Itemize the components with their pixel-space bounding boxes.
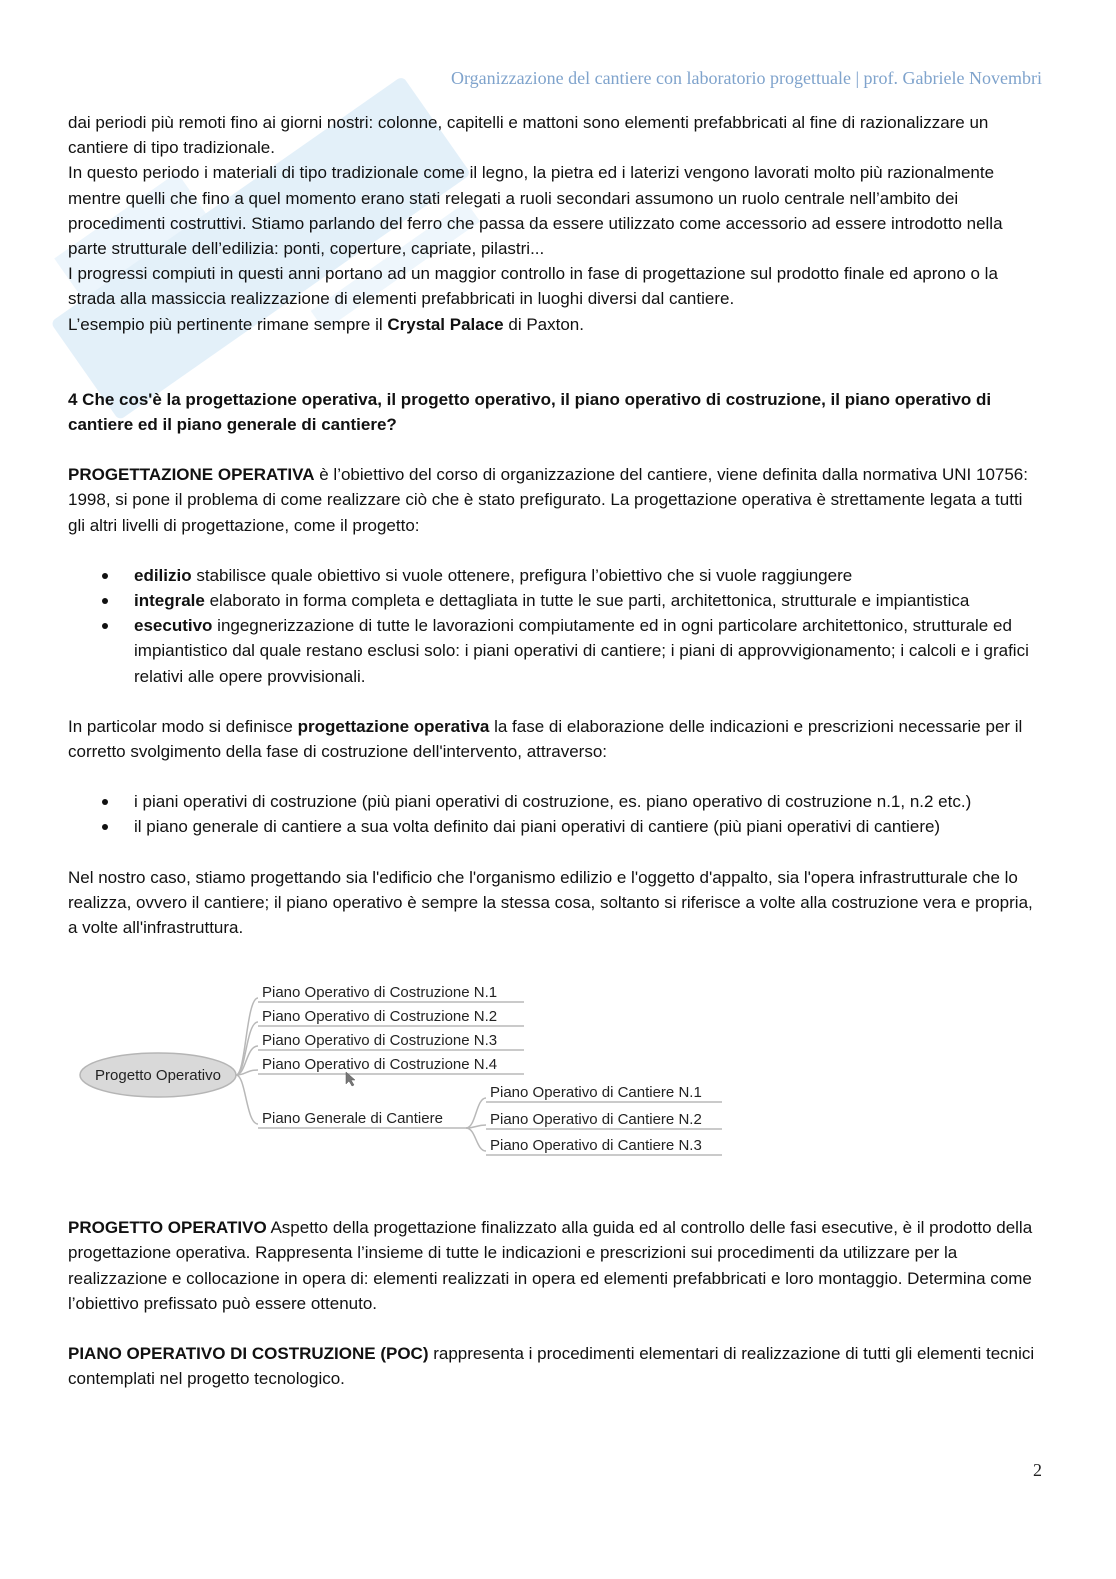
progetto-operativo-paragraph: PROGETTO OPERATIVO Aspetto della progettazione finalizzato alla guida ed al controllo delle fasi esecutive, è il prodotto della progettazione operativa. Rappresenta l’insieme di tutte le indicazioni e prescrizioni sui procedimenti da utilizzare per la realizzazione e collocazione in opera di: elementi realizzati in opera ed elementi prefabbricati e loro montaggio. Determina come l’obiettivo prefissato può essere ottenuto. bbox=[68, 1218, 1033, 1313]
cantiere-node-2: Piano Operativo di Cantiere N.2 bbox=[490, 1111, 702, 1129]
running-header: Organizzazione del cantiere con laboratorio progettuale | prof. Gabriele Novembri bbox=[450, 68, 1042, 88]
list-item: integrale elaborato in forma completa e dettagliata in tutte le sue parti, architettonica, strutturale e impiantistica bbox=[68, 588, 1044, 613]
progettazione-paragraph: PROGETTAZIONE OPERATIVA è l’obiettivo del corso di organizzazione del cantiere, viene definita dalla normativa UNI 10756: 1998, si pone il problema di come realizzare ciò che è stato prefigurato. La progettazione operativa è strettamente legata a tutti gli altri livelli di progettazione, come il progetto: bbox=[68, 465, 1028, 535]
question-heading: 4 Che cos'è la progettazione operativa, il progetto operativo, il piano operativo di costruzione, il piano operativo di cantiere ed il piano generale di cantiere? bbox=[68, 389, 992, 435]
list-item: i piani operativi di costruzione (più piani operativi di costruzione, es. piano operativo di costruzione n.1, n.2 etc.) bbox=[68, 789, 1044, 814]
generale-node: Piano Generale di Cantiere bbox=[262, 1110, 443, 1128]
list-item: edilizio stabilisce quale obiettivo si vuole ottenere, prefigura l’obiettivo che si vuole raggiungere bbox=[68, 563, 1044, 588]
nostro-caso-paragraph: Nel nostro caso, stiamo progettando sia l'edificio che l'organismo edilizio e l'oggetto d'appalto, sia l'opera infrastrutturale che lo realizza, ovvero il cantiere; il piano operativo è sempre la stessa cosa, soltanto si riferisce a volte alla costruzione vera e propria, a volte all'infrastruttura. bbox=[68, 867, 1033, 938]
piani-list bbox=[68, 789, 1044, 839]
project-levels-list bbox=[68, 563, 1044, 689]
progettazione-term: PROGETTAZIONE OPERATIVA bbox=[68, 465, 315, 485]
intro-paragraph-1: dai periodi più remoti fino ai giorni nostri: colonne, capitelli e mattoni sono elementi prefabbricati al fine di razionalizzare un cantiere di tipo tradizionale. bbox=[68, 113, 989, 158]
intro-example: L’esempio più pertinente rimane sempre il Crystal Palace di Paxton. bbox=[68, 314, 584, 334]
intro-paragraph-2: In questo periodo i materiali di tipo tradizionale come il legno, la pietra ed i laterizi vengono lavorati molto più razionalmente mentre quelli che fino a quel momento erano stati relegati a ruoli secondari assumono un ruolo centrale nell’ambito dei procedimenti costruttivi. Stiamo parlando del ferro che passa da essere utilizzato come accessorio ad essere introdotto nella parte strutturale dell’edilizia: ponti, coperture, capriate, pilastri... bbox=[68, 163, 1003, 259]
cantiere-node-3: Piano Operativo di Cantiere N.3 bbox=[490, 1137, 702, 1155]
particolare-paragraph: In particolar modo si definisce progettazione operativa la fase di elaborazione delle indicazioni e prescrizioni necessarie per il corretto svolgimento della fase di costruzione dell'intervento, attraverso: bbox=[68, 716, 1023, 762]
root-connectors bbox=[236, 998, 258, 1124]
mind-map-svg bbox=[78, 980, 738, 1170]
main-content bbox=[68, 110, 1044, 1392]
poc-node-3: Piano Operativo di Costruzione N.3 bbox=[262, 1032, 498, 1050]
mind-map-diagram bbox=[68, 940, 1044, 1190]
poc-paragraph: PIANO OPERATIVO DI COSTRUZIONE (POC) rappresenta i procedimenti elementari di realizzazione di tutti gli elementi tecnici contemplati nel progetto tecnologico. bbox=[68, 1344, 1035, 1389]
intro-paragraph-3: I progressi compiuti in questi anni portano ad un maggior controllo in fase di progettazione sul prodotto finale ed aprono o la strada alla massiccia realizzazione di elementi prefabbricati in luoghi diversi dal cantiere. bbox=[68, 264, 998, 309]
crystal-palace: Crystal Palace bbox=[387, 314, 504, 334]
page-number: 2 bbox=[1033, 1460, 1042, 1480]
list-item: il piano generale di cantiere a sua volta definito dai piani operativi di cantiere (più piani operativi di cantiere) bbox=[68, 814, 1044, 839]
list-item: esecutivo ingegnerizzazione di tutte le lavorazioni compiutamente ed in ogni particolare architettonico, strutturale ed impiantistico dal quale restano esclusi solo: i piani operativi di cantiere; i piani di approvvigionamento; i calcoli e i grafici relativi alle opere provvisionali. bbox=[68, 613, 1044, 689]
root-label: Progetto Operativo bbox=[95, 1067, 221, 1085]
poc-node-4: Piano Operativo di Costruzione N.4 bbox=[262, 1056, 498, 1074]
generale-connectors bbox=[466, 1098, 486, 1151]
poc-node-2: Piano Operativo di Costruzione N.2 bbox=[262, 1008, 498, 1026]
cantiere-node-1: Piano Operativo di Cantiere N.1 bbox=[490, 1084, 702, 1102]
poc-node-1: Piano Operativo di Costruzione N.1 bbox=[262, 984, 498, 1002]
